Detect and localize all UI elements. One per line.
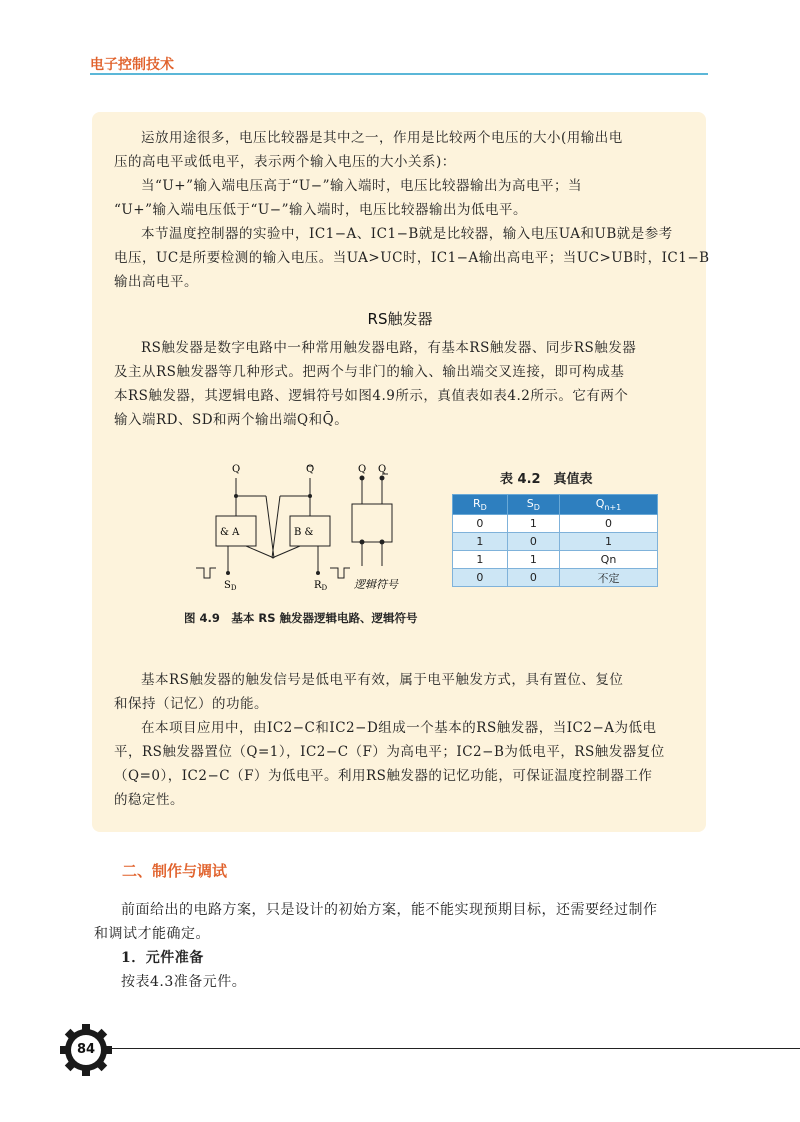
para-6-line: 在本项目应用中，由IC2−C和IC2−D组成一个基本的RS触发器，当IC2−A为低电 (141, 720, 657, 736)
input-rd-label: $R_D$ (314, 580, 328, 592)
table-cell: 0 (453, 515, 508, 533)
intro-line: 前面给出的电路方案，只是设计的初始方案，能不能实现预期目标，还需要经过制作 (121, 902, 658, 918)
table-cell: 0 (453, 569, 508, 587)
para-6 (114, 716, 688, 812)
running-header-title: 电子控制技术 (90, 57, 174, 73)
output-qbar-label: Q (306, 464, 315, 475)
table-cell: 1 (507, 515, 559, 533)
table-cell: 1 (559, 533, 657, 551)
section-2-intro (94, 898, 714, 994)
para-1 (114, 126, 688, 174)
para-4-line: 输入端RD、SD和两个输出端Q和Q̄。 (114, 412, 349, 428)
table-row (453, 515, 658, 533)
header-qn1: $Q_{n+1}$ (559, 495, 657, 515)
subsection-heading: 1．元件准备 (121, 950, 204, 966)
para-4-line: RS触发器是数字电路中一种常用触发器电路，有基本RS触发器、同步RS触发器 (141, 340, 637, 356)
para-5 (114, 668, 688, 716)
table-cell: 0 (559, 515, 657, 533)
figure-caption: 图 4.9 基本 RS 触发器逻辑电路、逻辑符号 (184, 611, 418, 625)
para-6-line: 的稳定性。 (114, 792, 184, 808)
para-4-line: 本RS触发器，其逻辑电路、逻辑符号如图4.9所示，真值表如表4.2所示。它有两个 (114, 388, 629, 404)
table-row (453, 533, 658, 551)
table-row (453, 551, 658, 569)
para-1-line: 运放用途很多，电压比较器是其中之一，作用是比较两个电压的大小(用输出电 (141, 130, 623, 146)
output-q-label: Q (232, 464, 241, 475)
input-sd-label: $S_D$ (224, 580, 237, 592)
table-row (453, 569, 658, 587)
logic-symbol-box (352, 504, 392, 542)
para-2 (114, 174, 688, 222)
table-cell: Qn (559, 551, 657, 569)
para-4-line: 及主从RS触发器等几种形式。把两个与非门的输入、输出端交叉连接，即可构成基 (114, 364, 625, 380)
section-title-rs: RS触发器 (367, 310, 433, 328)
table-cell: 0 (507, 569, 559, 587)
para-6-line: （Q=0），IC2−C（F）为低电平。利用RS触发器的记忆功能，可保证温度控制器工作 (114, 768, 653, 784)
subsection-text: 按表4.3准备元件。 (121, 974, 247, 990)
para-3-line: 输出高电平。 (114, 274, 198, 290)
truth-table (452, 494, 658, 587)
para-4 (114, 336, 688, 432)
header-rule (90, 73, 708, 75)
page-number: 84 (76, 1042, 96, 1057)
logic-symbol-label: 逻辑符号 (354, 578, 398, 591)
table-cell: 1 (453, 533, 508, 551)
symbol-qbar-label: Q (378, 464, 387, 475)
para-1-line: 压的高电平或低电平，表示两个输入电压的大小关系)： (114, 154, 456, 170)
intro-line: 和调试才能确定。 (94, 926, 210, 942)
gate-a-label: & A (220, 527, 240, 538)
para-5-line: 基本RS触发器的触发信号是低电平有效，属于电平触发方式，具有置位、复位 (141, 672, 624, 688)
para-3 (114, 222, 710, 294)
table-cell: 0 (507, 533, 559, 551)
symbol-q-label: Q (358, 464, 367, 475)
table-cell: 1 (453, 551, 508, 569)
header-sd: $S_D$ (507, 495, 559, 515)
para-6-line: 平，RS触发器置位（Q=1），IC2−C（F）为高电平；IC2−B为低电平，RS触发器复位 (114, 744, 665, 760)
para-2-line: “U+”输入端电压低于“U−”输入端时，电压比较器输出为低电平。 (114, 202, 527, 218)
rs-flipflop-figure (190, 458, 430, 598)
table-title: 表 4.2 真值表 (500, 472, 593, 487)
gate-b-label: B & (294, 527, 314, 538)
table-header-row (453, 495, 658, 515)
table-cell: 不定 (559, 569, 657, 587)
para-5-line: 和保持（记忆）的功能。 (114, 696, 268, 712)
para-3-line: 本节温度控制器的实验中，IC1−A、IC1−B就是比较器，输入电压UA和UB就是参考 (141, 226, 673, 242)
section-2-heading: 二、制作与调试 (122, 862, 228, 880)
para-3-line: 电压，UC是所要检测的输入电压。当UA>UC时，IC1−A输出高电平；当UC>UB时，IC1−B (114, 250, 710, 266)
table-cell: 1 (507, 551, 559, 569)
para-2-line: 当“U+”输入端电压高于“U−”输入端时，电压比较器输出为高电平；当 (141, 178, 582, 194)
footer-rule (100, 1048, 800, 1049)
header-rd: $R_D$ (453, 495, 508, 515)
